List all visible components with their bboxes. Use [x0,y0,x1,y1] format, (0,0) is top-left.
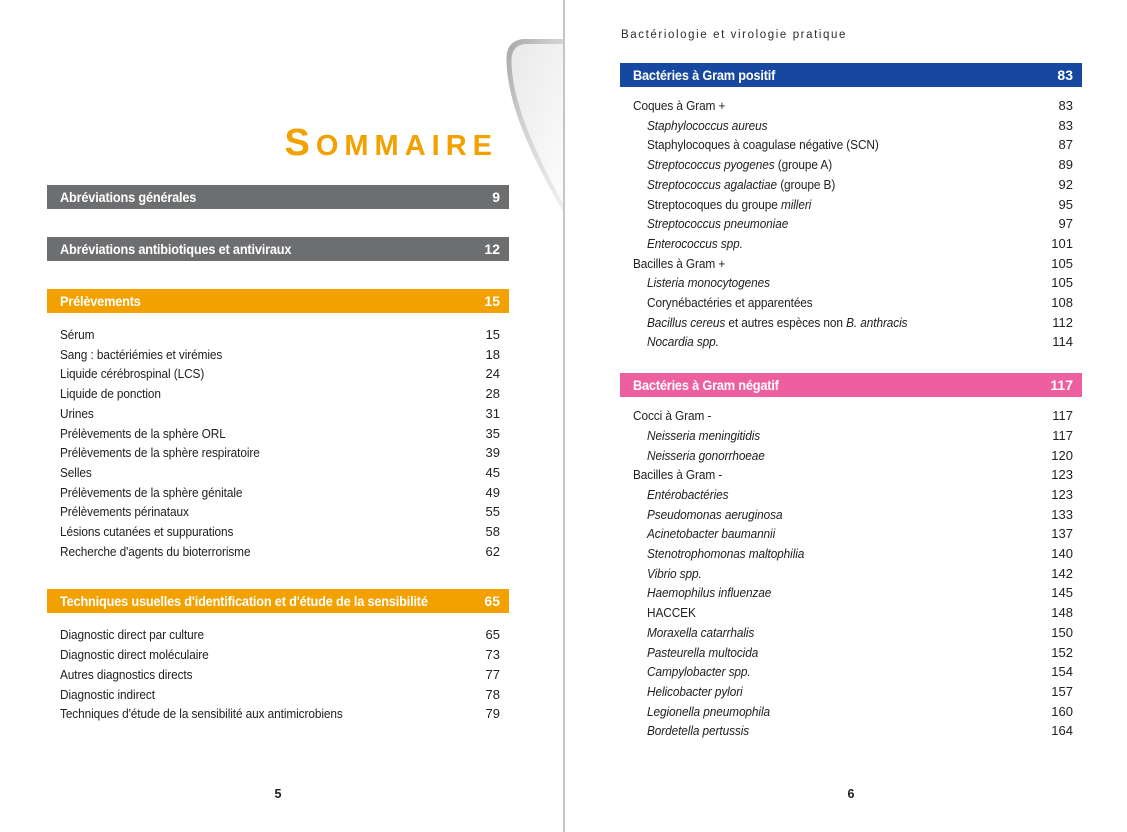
toc-row-label: Prélèvements de la sphère ORL [60,425,226,441]
section-bar-page: 15 [484,293,500,309]
toc-row-page: 62 [485,543,500,559]
toc-row-page: 28 [485,386,500,402]
section-bar-page: 9 [492,189,500,205]
toc-row-label: Listeria monocytogenes [647,275,770,291]
toc-row-label: Streptococcus pyogenes (groupe A) [647,157,833,173]
section-bar-page: 65 [484,593,500,610]
toc-row [620,155,1082,175]
section-bar [47,589,509,613]
toc-row-page: 101 [1051,235,1073,251]
toc-row-page: 160 [1051,703,1073,719]
section-bar-page: 83 [1057,67,1073,83]
toc-row-page: 148 [1051,605,1073,621]
toc-row-page: 145 [1051,585,1073,601]
toc-row-label: Streptococcus pneumoniae [647,216,789,232]
toc-row-label: Bordetella pertussis [647,723,750,739]
toc-row [47,704,509,724]
toc-row-label: Entérobactéries [647,486,729,502]
toc-row [47,325,509,345]
toc-row-page: 35 [485,425,500,441]
toc-row-page: 133 [1051,506,1073,522]
toc-list [47,625,509,724]
toc-row-page: 83 [1058,98,1073,113]
section-bar-page: 12 [484,241,500,257]
toc-row [47,625,509,645]
section-bar-page: 117 [1050,377,1073,394]
toc-row-label: Streptocoques du groupe milleri [647,196,812,212]
section-bar-label: Bactéries à Gram positif [633,67,776,83]
toc-row [620,135,1082,155]
section-bar-label: Techniques usuelles d'identification et d'étude de la sensibilité [60,593,428,610]
toc-row [47,443,509,463]
toc-row-page: 65 [485,627,500,643]
toc-row-label: Selles [60,464,92,480]
toc-row [47,542,509,562]
toc-row [620,406,1082,426]
toc-row-label: Acinetobacter baumannii [647,526,776,542]
toc-row-label: Corynébactéries et apparentées [647,295,813,311]
toc-section [47,589,509,724]
toc-row [620,682,1082,702]
toc-section [620,63,1082,352]
toc-row-label: Bacilles à Gram + [633,255,726,271]
toc-row-page: 83 [1058,117,1073,133]
toc-row-label: Staphylococcus aureus [647,117,768,133]
toc-row-label: Legionella pneumophila [647,703,770,719]
section-bar [47,289,509,313]
section-bar [47,237,509,261]
toc-row-label: Cocci à Gram - [633,408,712,424]
toc-row-label: Prélèvements de la sphère respiratoire [60,445,260,461]
toc-row [620,234,1082,254]
right-folio: 6 [847,787,855,801]
toc-row-page: 77 [485,666,500,682]
toc-row [620,175,1082,195]
toc-row [620,544,1082,564]
toc-row-page: 97 [1058,216,1073,232]
toc-section [47,185,509,209]
toc-row [620,96,1082,116]
toc-row-label: HACCEK [647,605,696,621]
toc-row [620,524,1082,544]
toc-row-page: 117 [1052,427,1073,443]
toc-row [620,643,1082,663]
section-bar [620,63,1082,87]
toc-row-page: 15 [485,327,500,342]
toc-row [47,463,509,483]
toc-row-page: 152 [1051,644,1073,660]
toc-list [47,325,509,561]
toc-row [620,603,1082,623]
toc-row [47,345,509,365]
toc-row-page: 87 [1058,137,1073,153]
toc-row-page: 24 [485,366,500,382]
toc-section [47,237,509,261]
toc-row [620,446,1082,466]
toc-row-page: 39 [485,445,500,461]
toc-row-label: Moraxella catarrhalis [647,624,755,640]
toc-row-page: 123 [1051,467,1073,483]
toc-row-page: 142 [1051,565,1073,581]
toc-row-page: 157 [1051,683,1073,699]
toc-row-page: 58 [485,524,500,540]
toc-row-label: Lésions cutanées et suppurations [60,524,234,540]
toc-row-page: 31 [485,405,500,421]
toc-row-page: 140 [1051,546,1073,562]
toc-row [620,426,1082,446]
toc-row [620,623,1082,643]
toc-row-page: 105 [1051,255,1073,271]
toc-row-label: Sérum [60,327,95,342]
toc-row-label: Techniques d'étude de la sensibilité aux antimicrobiens [60,706,343,722]
toc-row-label: Stenotrophomonas maltophilia [647,546,805,562]
toc-row-label: Campylobacter spp. [647,664,751,680]
toc-row [620,721,1082,741]
toc-row [620,485,1082,505]
toc-row [47,502,509,522]
toc-row [620,564,1082,584]
toc-row-label: Staphylocoques à coagulase négative (SCN) [647,137,879,153]
toc-right-column [620,63,1082,762]
toc-row-page: 92 [1058,176,1073,192]
toc-row-label: Diagnostic indirect [60,686,155,702]
section-bar-label: Abréviations antibiotiques et antiviraux [60,241,292,257]
toc-section [47,289,509,561]
toc-row-label: Diagnostic direct par culture [60,627,204,643]
toc-row-page: 45 [485,464,500,480]
toc-row-page: 55 [485,504,500,520]
toc-list [620,406,1082,741]
toc-row [620,293,1082,313]
toc-row [47,424,509,444]
toc-row-page: 154 [1051,664,1073,680]
toc-row-page: 114 [1052,334,1073,350]
toc-row [47,364,509,384]
toc-left-column [47,185,509,752]
toc-row-label: Neisseria meningitidis [647,427,761,443]
toc-row [620,313,1082,333]
toc-row-label: Autres diagnostics directs [60,666,193,682]
left-folio: 5 [274,787,282,801]
toc-row [47,384,509,404]
toc-row-label: Helicobacter pylori [647,683,743,699]
running-head: Bactériologie et virologie pratique [621,29,848,41]
toc-row-page: 120 [1051,447,1073,463]
toc-row-label: Pasteurella multocida [647,644,759,660]
toc-row-page: 164 [1051,723,1073,739]
toc-row-label: Prélèvements périnataux [60,504,189,520]
section-bar-label: Prélèvements [60,293,141,309]
section-bar [620,373,1082,397]
toc-row [47,522,509,542]
toc-row-page: 78 [485,686,500,702]
toc-row-label: Bacillus cereus et autres espèces non B. anthracis [647,314,908,330]
toc-row-page: 105 [1051,275,1073,291]
section-bar-label: Bactéries à Gram négatif [633,377,779,394]
toc-row-label: Nocardia spp. [647,334,719,350]
toc-row-label: Neisseria gonorrhoeae [647,447,765,463]
section-bar-label: Abréviations générales [60,189,197,205]
toc-row-page: 95 [1058,196,1073,212]
toc-row-page: 108 [1051,295,1073,311]
toc-row [620,195,1082,215]
toc-row-label: Recherche d'agents du bioterrorisme [60,543,251,559]
toc-row [47,404,509,424]
toc-row-label: Enterococcus spp. [647,235,743,251]
toc-row-page: 112 [1052,314,1073,330]
page-title [284,122,498,165]
toc-row-page: 150 [1051,624,1073,640]
toc-row-label: Prélèvements de la sphère génitale [60,484,243,500]
toc-row-label: Bacilles à Gram - [633,467,723,483]
toc-row-label: Diagnostic direct moléculaire [60,647,209,663]
toc-row [620,332,1082,352]
toc-row-label: Liquide cérébrospinal (LCS) [60,366,205,382]
toc-row-label: Pseudomonas aeruginosa [647,506,783,522]
toc-row [620,505,1082,525]
toc-row-label: Liquide de ponction [60,386,161,402]
toc-row [620,465,1082,485]
toc-row-page: 73 [485,647,500,663]
toc-row-page: 123 [1051,486,1073,502]
toc-row [620,254,1082,274]
toc-row-label: Vibrio spp. [647,565,702,581]
toc-row-label: Haemophilus influenzae [647,585,772,601]
toc-row-page: 89 [1058,157,1073,173]
toc-row [47,483,509,503]
toc-row [47,645,509,665]
toc-row-label: Urines [60,405,94,421]
toc-row [620,702,1082,722]
section-bar [47,185,509,209]
toc-row-label: Streptococcus agalactiae (groupe B) [647,176,836,192]
toc-row-label: Sang : bactériémies et virémies [60,346,223,362]
toc-row-page: 117 [1052,408,1073,424]
toc-row-page: 49 [485,484,500,500]
toc-row [620,273,1082,293]
page-divider [563,0,565,832]
toc-row [47,665,509,685]
toc-row [620,662,1082,682]
toc-row-page: 137 [1051,526,1073,542]
toc-row-label: Coques à Gram + [633,98,726,113]
toc-row-page: 18 [485,346,500,362]
toc-row [47,685,509,705]
toc-section [620,373,1082,741]
toc-list [620,96,1082,352]
page-title-rest: OMMAIRE [315,130,498,162]
toc-row [620,583,1082,603]
toc-row-page: 79 [485,706,500,722]
toc-row [620,214,1082,234]
toc-row [620,116,1082,136]
page-title-initial: S [284,122,316,164]
